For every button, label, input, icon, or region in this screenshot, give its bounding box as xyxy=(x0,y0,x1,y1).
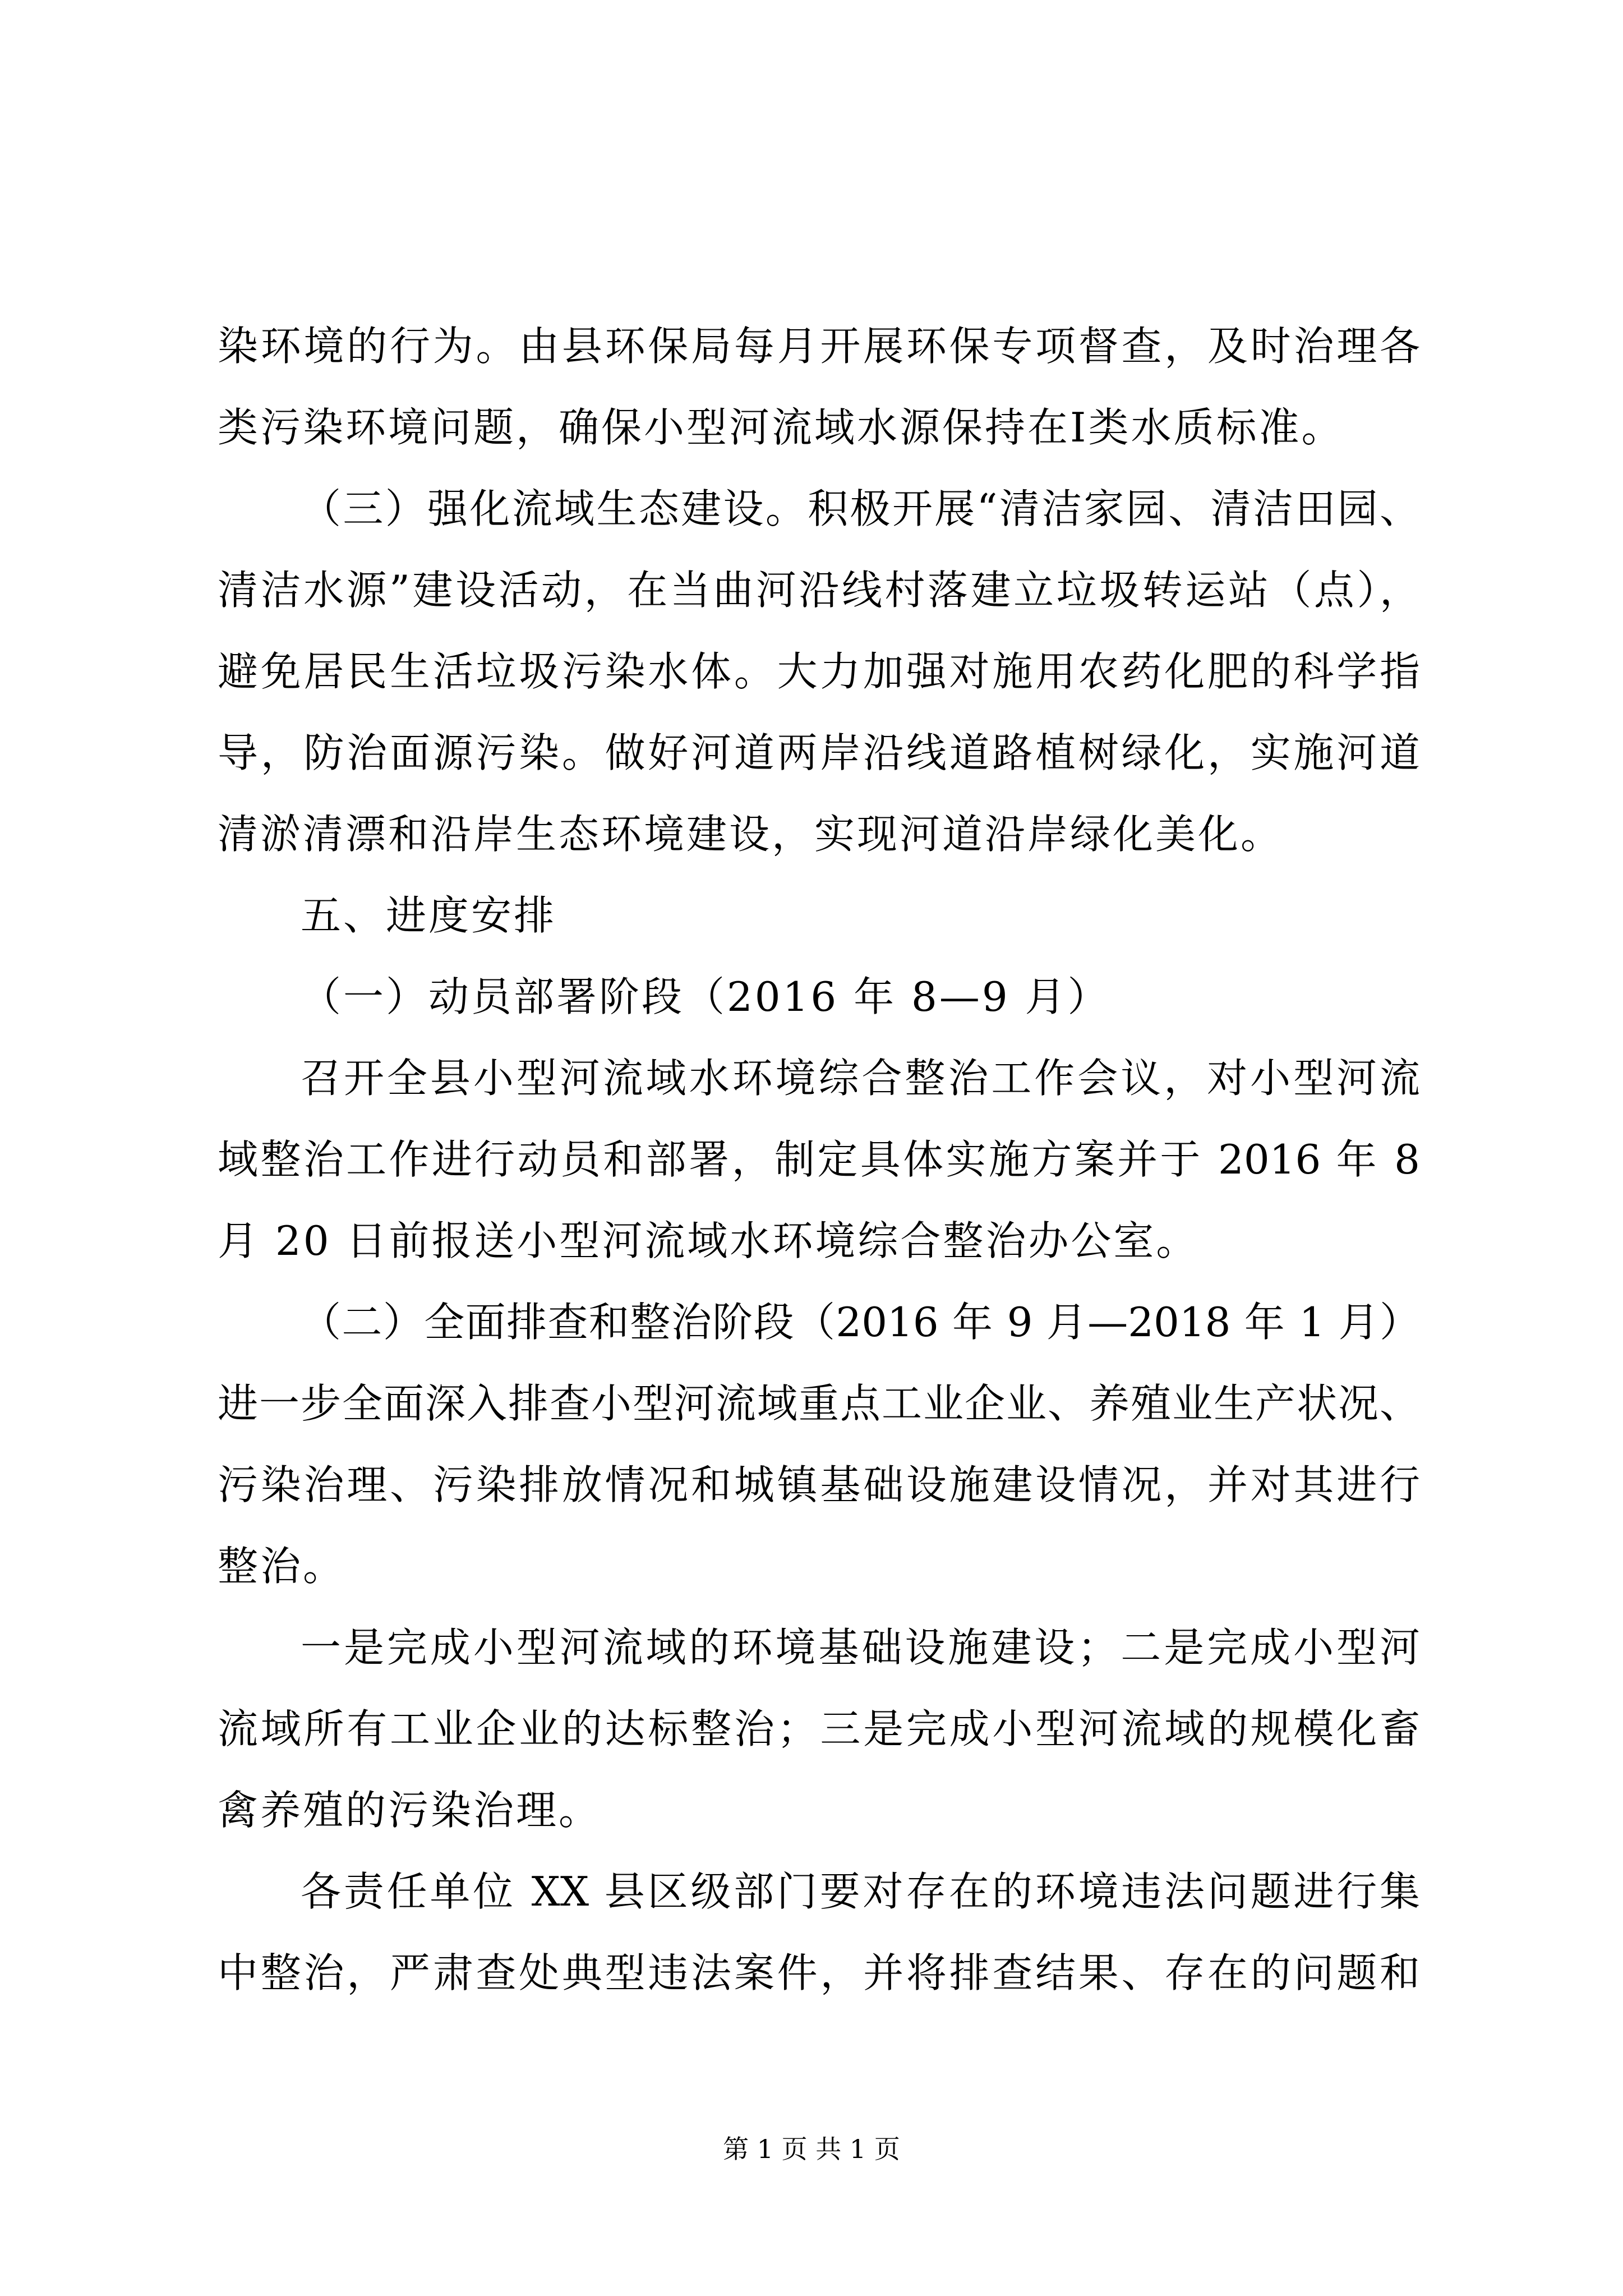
text-line: 流域所有工业企业的达标整治；三是完成小型河流域的规模化畜 xyxy=(218,1705,1420,1752)
text-line: 月 20 日前报送小型河流域水环境综合整治办公室。 xyxy=(218,1217,1199,1264)
text-line: 清洁水源”建设活动，在当曲河沿线村落建立垃圾转运站（点）， xyxy=(218,567,1420,614)
subsection-heading: （一）动员部署阶段（2016 年 8—9 月） xyxy=(301,973,1110,1020)
text-line: 污染治理、污染排放情况和城镇基础设施建设情况，并对其进行 xyxy=(218,1461,1420,1508)
text-line: 类污染环境问题，确保小型河流域水源保持在Ⅰ类水质标准。 xyxy=(218,404,1344,451)
section-heading: 五、进度安排 xyxy=(301,892,557,939)
body-text xyxy=(218,306,1420,2014)
text-line: 染环境的行为。由县环保局每月开展环保专项督查，及时治理各 xyxy=(218,323,1420,370)
text-line: 避免居民生活垃圾污染水体。大力加强对施用农药化肥的科学指 xyxy=(218,648,1420,695)
text-line: 清淤清漂和沿岸生态环境建设，实现河道沿岸绿化美化。 xyxy=(218,811,1284,858)
text-line: 域整治工作进行动员和部署，制定具体实施方案并于 2016 年 8 xyxy=(218,1136,1420,1183)
text-line: 一是完成小型河流域的环境基础设施建设；二是完成小型河 xyxy=(301,1624,1420,1671)
page-footer: 第 1 页 共 1 页 xyxy=(723,2134,900,2164)
subsection-heading: （二）全面排查和整治阶段（2016 年 9 月—2018 年 1 月） xyxy=(301,1299,1420,1346)
text-line: 召开全县小型河流域水环境综合整治工作会议，对小型河流 xyxy=(301,1055,1420,1102)
text-line: 导，防治面源污染。做好河道两岸沿线道路植树绿化，实施河道 xyxy=(218,729,1420,776)
text-line: 禽养殖的污染治理。 xyxy=(218,1787,602,1834)
text-line: 进一步全面深入排查小型河流域重点工业企业、养殖业生产状况、 xyxy=(218,1380,1420,1427)
text-line: 中整治，严肃查处典型违法案件，并将排查结果、存在的问题和 xyxy=(218,1949,1420,1996)
subsection-heading-line: （三）强化流域生态建设。积极开展“清洁家园、清洁田园、 xyxy=(301,485,1420,532)
text-line: 各责任单位 XX 县区级部门要对存在的环境违法问题进行集 xyxy=(301,1868,1420,1915)
text-line: 整治。 xyxy=(218,1543,346,1590)
